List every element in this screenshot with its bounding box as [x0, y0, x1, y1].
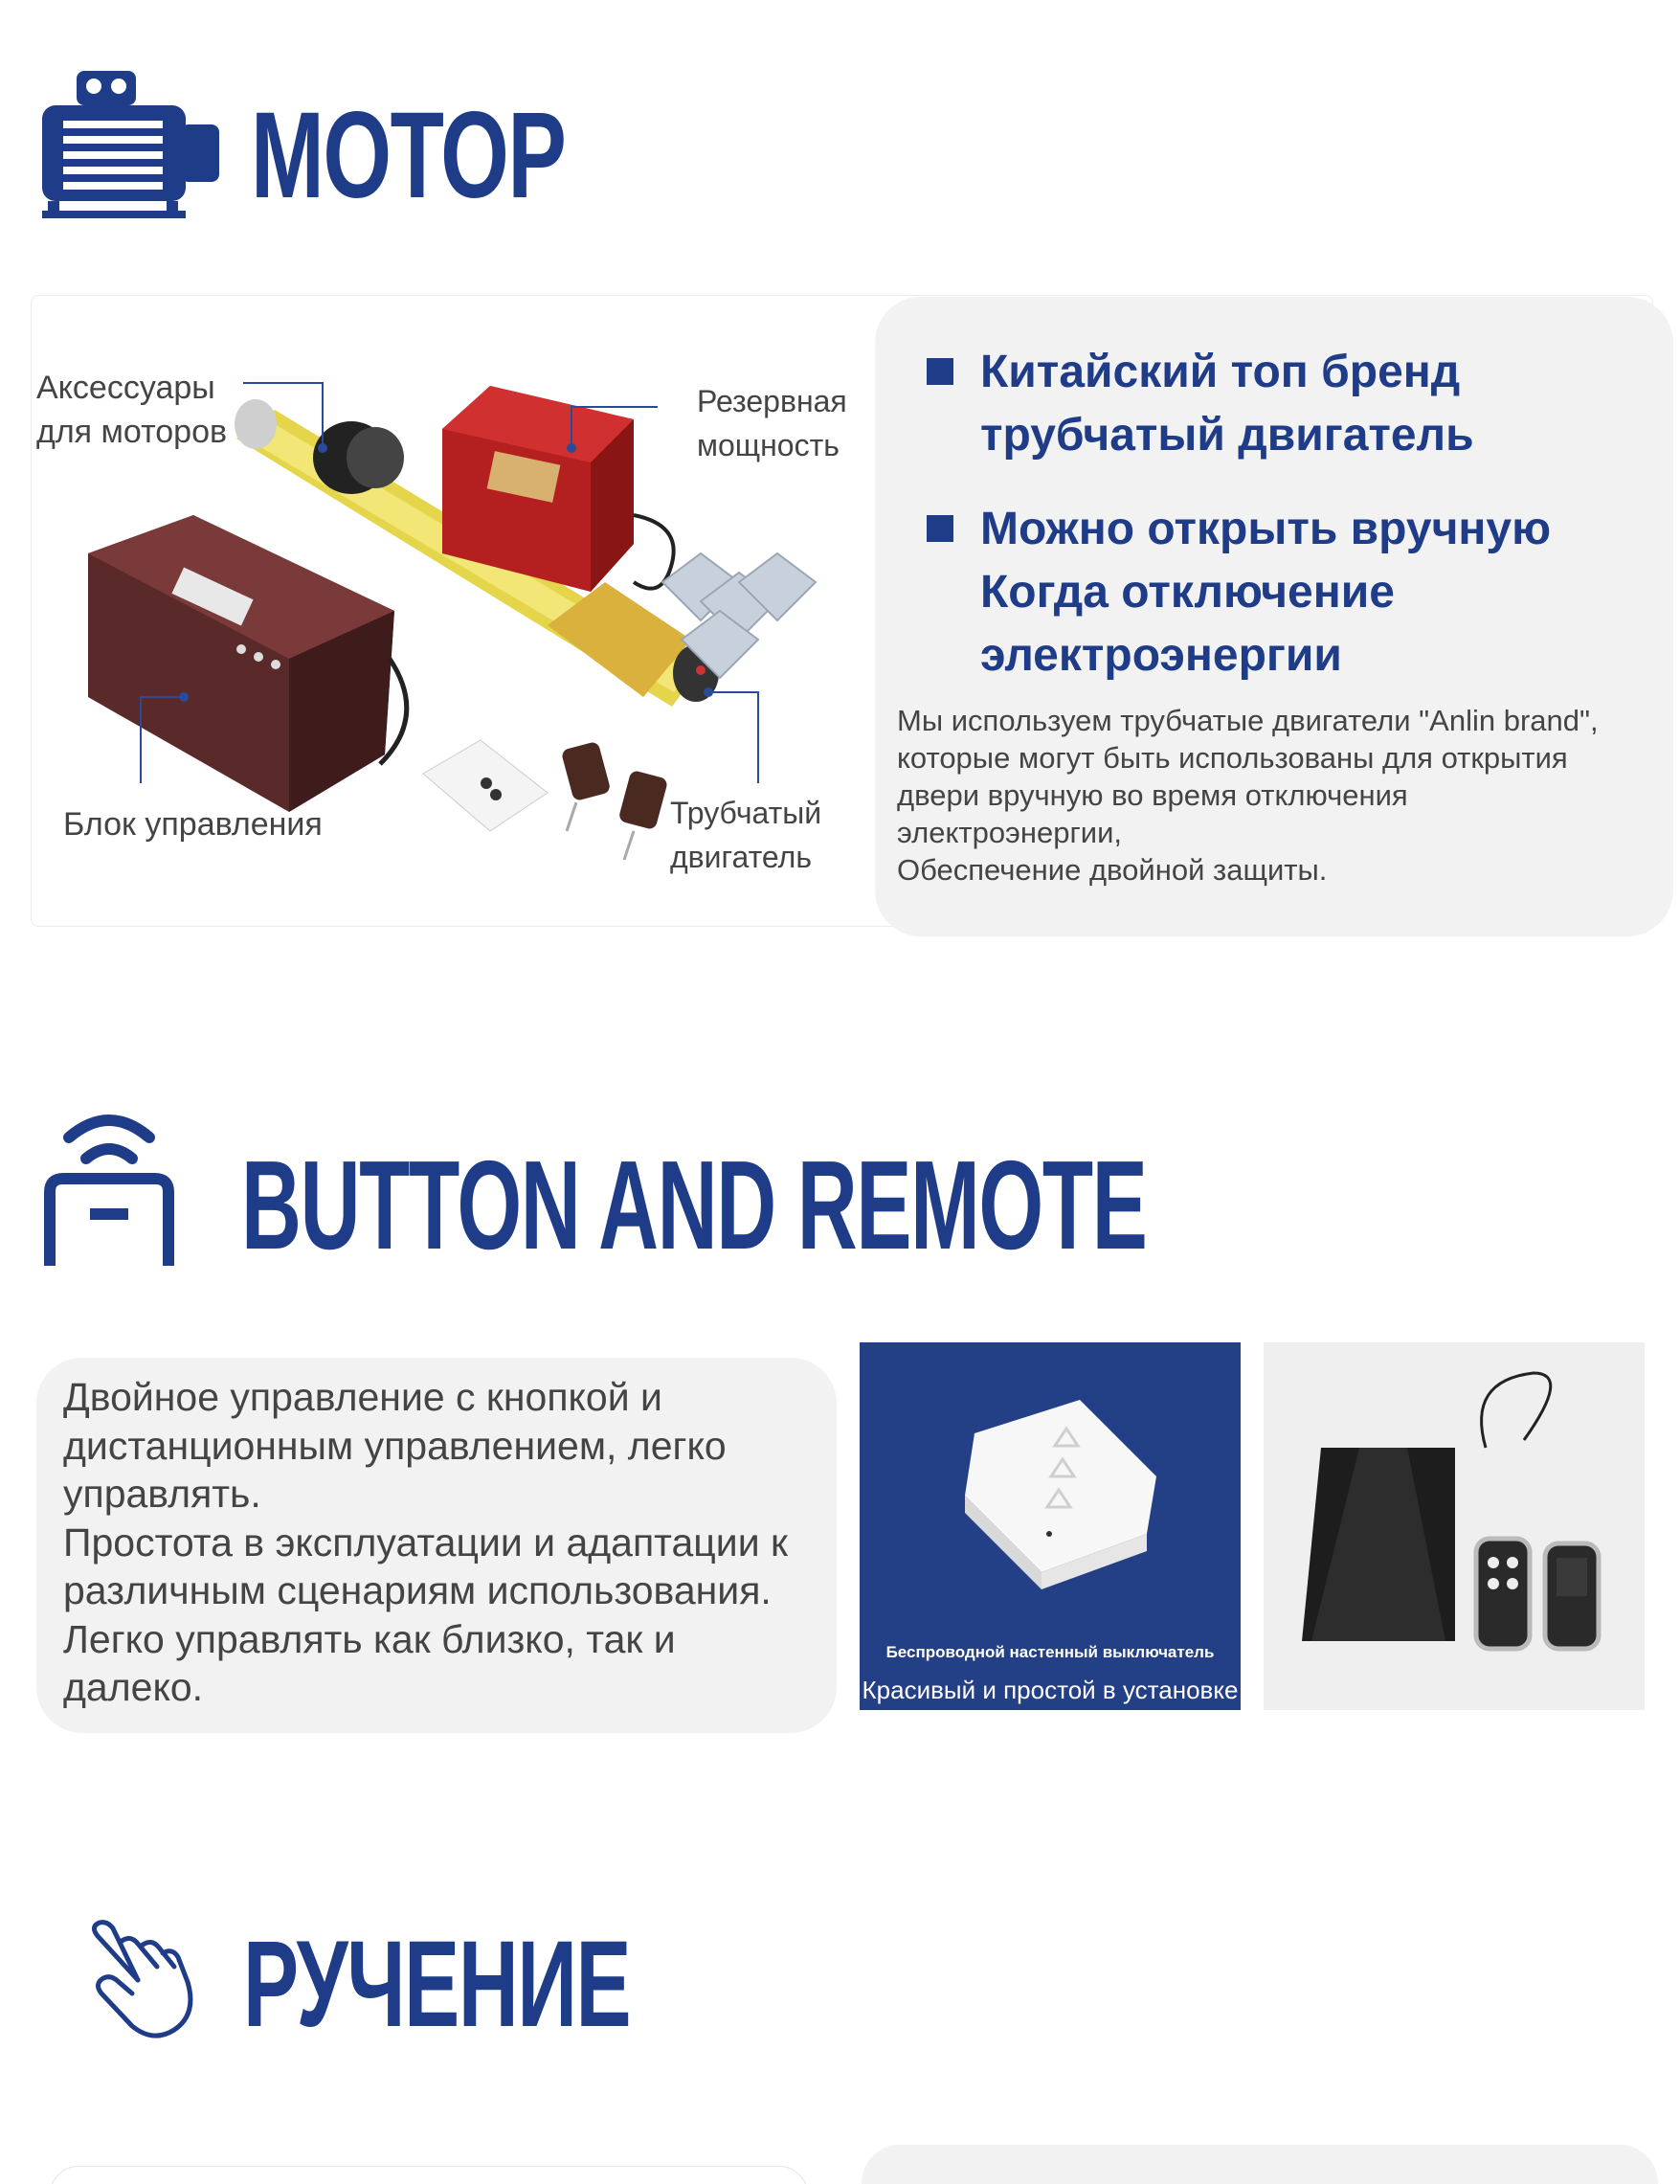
receiver-remotes-image: [1264, 1342, 1645, 1710]
label-tubular-motor: Трубчатый двигатель: [670, 796, 822, 874]
control-unit-image: [88, 515, 407, 812]
bullet-square-icon: [927, 358, 953, 385]
switch-caption-small: Беспроводной настенный выключатель: [885, 1643, 1215, 1661]
motor-description: Мы используем трубчатые двигатели "Anlin brand", которые могут быть использованы для открытия двери вручную во время отключения электроэнергии, Обеспечение двойной защиты.: [897, 704, 1599, 887]
manual-title: РУЧЕНИЕ: [243, 1916, 631, 2053]
button-remote-description: Двойное управление с кнопкой и дистанционным управлением, легко управлять. Простота в эксплуатации и адаптации к различным сценариям использования. Легко управлять как близко, так и далеко.: [63, 1375, 788, 1709]
motor-accessory-image: [313, 421, 404, 494]
wireless-switch-image: [860, 1342, 1241, 1710]
manual-info-panel: [862, 2145, 1658, 2184]
manual-card-left: [50, 2166, 808, 2184]
reserve-power-image: [442, 386, 674, 592]
motor-title: МОТОР: [251, 87, 566, 224]
motor-icon: [42, 69, 220, 218]
wall-switch-image: [423, 740, 548, 831]
bullet-square-icon: [927, 515, 953, 542]
label-reserve-power: Резервная мощность: [697, 384, 847, 462]
motor-bullet-1: Китайский топ бренд трубчатый двигатель: [927, 341, 1474, 467]
hand-icon: [82, 1917, 205, 2039]
remotes-image: [561, 741, 669, 860]
wall-switch-image: [860, 1342, 1241, 1630]
label-accessories: Аксессуары для моторов: [36, 370, 228, 450]
label-control-unit: Блок управления: [63, 806, 323, 843]
switch-caption-big: Красивый и простой в установке: [862, 1676, 1239, 1704]
remote-wifi-icon: [42, 1101, 176, 1269]
motor-bullet-2: Можно открыть вручную Когда отключение электроэнергии: [927, 498, 1551, 687]
button-remote-title: BUTTON AND REMOTE: [241, 1135, 1147, 1275]
